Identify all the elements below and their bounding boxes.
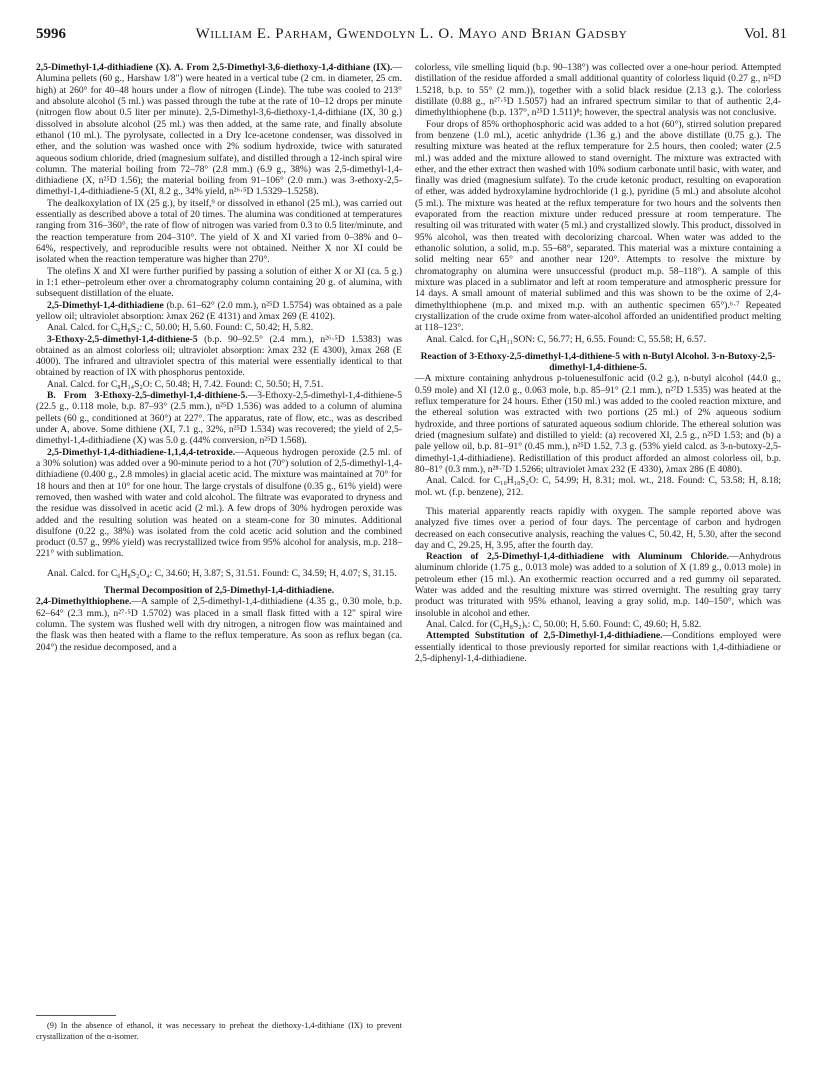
run-in-heading: 2,4-Dimethylthiophene. (36, 596, 132, 608)
run-in-heading: B. From 3-Ethoxy-2,5-dimethyl-1,4-dithiene-5. (47, 390, 248, 402)
right-column (415, 62, 781, 664)
paragraph-text: Four drops of 85% orthophosphoric acid was added to a hot (60°), stirred solution prepared from benzene (1.0 ml.), acetic anhydride (1.36 g.) and the above distillate (0.75 g.). The resulting mixture was heated at the reflux temperature for 2.5 hours, then cooled; water (2.5 ml.) was added and the mixture allowed to stand overnight. The mixture was extracted with ether, and the ether extract then washed with 10% sodium carbonate until basic, with water, and finally was dried (magnesium sulfate). To the crude ketonic product, resulting on evaporation of ether, was added hydroxylamine hydrochloride (1 g.), pyridine (5 ml.) and absolute alcohol (5 ml.). The mixture was heated at the reflux temperature for two hours and the solvents then evaporated from the reaction mixture under reduced pressure at room temperature. The resulting oil was triturated with water (5 ml.) and crystallized slowly. This product, dissolved in 95% alcohol, was then treated with decolorizing charcoal. When water was added to the ethanolic solution, a solid, m.p. 55–68°, separated. This material was a mixture containing a solid melting near 65° and another near 120°. Attempts to resolve the mixture by chromatography on alumina were unsuccessful (product m.p. 58–118°). A sample of this mixture was placed in a sublimator and left at room temperature and atmospheric pressure for 14 days. A small amount of material sublimed and this was shown to be the oxime of 2,4-dimethylthiophene (m.p. and mixed m.p. with an authentic specimen 65°).⁶·⁷ Repeated crystallization of the crude oxime from water-alcohol afforded an unidentified product melting at 118–123°. (415, 118, 781, 334)
run-in-heading: 2,5-Dimethyl-1,4-dithiadiene (X). A. From 2,5-Dimethyl-3,6-diethoxy-1,4-dithiane (IX). (36, 62, 393, 73)
footnote-rule (36, 1015, 116, 1016)
paragraph-text: This material apparently reacts rapidly with oxygen. The sample reported above was analyzed five times over a period of four days. The percentage of carbon and hydrogen decreased on each consecutive analysis, reaching the values C, 50.42, H, 5.30, after the second day and C, 29.25, H, 3.95, after the fourth day. (415, 505, 781, 551)
page-number: 5996 (36, 26, 66, 42)
running-title: William E. Parham, Gwendolyn L. O. Mayo and Brian Gadsby (195, 26, 628, 42)
section-heading: Reaction of 3-Ethoxy-2,5-dimethyl-1,4-dithiene-5 with n-Butyl Alcohol. 3-n-Butoxy-2,5-dimethyl-1,4-dithiene-5. (420, 350, 776, 374)
paragraph (415, 506, 781, 551)
paragraph-text: Anal. Calcd. for C₈H₁₄S₂O: C, 50.48; H, 7.42. Found: C, 50.50; H, 7.51. (47, 378, 324, 390)
paragraph-text: —Anhydrous aluminum chloride (1.75 g., 0.013 mole) was added to a solution of X (1.89 g., 0.013 mole) in petroleum ether (15 ml.). An exothermic reaction occurred and a red gummy oil separated. Water was added and the resulting mixture was stirred overnight. The resulting gray tarry product was triturated with 95% ethanol, leaving a gray solid, m.p. 140–150°, which was insoluble in alcohol and ether. (415, 551, 781, 619)
paragraph-text: —3-Ethoxy-2,5-dimethyl-1,4-dithiene-5 (22.5 g., 0.118 mole, b.p. 87–93° (2.5 mm.), n²⁵D 1.536) was added to a column of alumina pellets (60 g., conditioned at 360°) at 227°. The apparatus, rate of flow, etc., was as described under A, above. Some dithiene (XI, 7.1 g., 32%, n²⁵D 1.534) was recovered; the yield of 2,5-dimethyl-1,4-dithiadiene (X) was 5.0 g. (44% conversion, n²⁵D 1.568). (36, 390, 402, 447)
paragraph-text: Anal. Calcd. for (C₆H₈S₂)ₓ: C, 50.00; H, 5.60. Found: C, 49.60; H, 5.82. (426, 619, 702, 630)
paragraph-text: —A mixture containing anhydrous p-toluenesulfonic acid (0.2 g.), n-butyl alcohol (44.0 g., 0.59 mole) and XI (12.0 g., 0.063 mole, b.p. 85–91° (2.1 mm.), n²⁷D 1.535) was heated at the reflux temperature for 24 hours. Ether (150 ml.) was added to the cooled reaction mixture, and the ethereal solution was extracted with two portions (25 ml.) of 2% aqueous sodium hydroxide, and three portions of saturated aqueous sodium chloride. The ethereal solution was dried (magnesium sulfate) and distilled to yield: (a) recovered XI, 2.5 g., n²⁵D 1.53; and (b) a pale yellow oil, b.p. 81–91° (0.45 mm.), n²⁵D 1.52, 7.3 g. (53% yield calcd. as 3-n-butoxy-2,5-dimethyl-1,4-dithiadiene). Redistillation of this product afforded an almost colorless oil, b.p. 80–81° (0.3 mm.), n²⁸·⁷D 1.5266; ultraviolet λmax 232 (E 4330), λmax 286 (E 4080). (415, 373, 781, 475)
paragraph (415, 334, 781, 345)
paragraph (415, 475, 781, 498)
paragraph (36, 379, 402, 390)
paragraph-text: (b.p. 90–92.5° (2.4 mm.), n²⁶·⁵D 1.5383) was obtained as an almost colorless oil; ultraviolet absorption: λmax 232 (E 4300), λmax 268 (E 4000). The infrared and ultraviolet spectra of this material were essentially identical to that obtained by reaction of IX with phosphorus pentoxide. (36, 333, 402, 379)
paragraph-text: —A sample of 2,5-dimethyl-1,4-dithiadiene (4.35 g., 0.30 mole, b.p. 62–64° (2.3 mm.), n²⁷·⁵D 1.5702) was placed in a small flask fitted with a 12" spiral wire column. The system was flushed well with dry nitrogen, a nitrogen flow was maintained and the flask was then heated with a flame to the reflux temperature. As soon as reflux began (ca. 204°) the residue decomposed, and a (36, 596, 402, 653)
paragraph-text: Anal. Calcd. for C₁₀H₁₈S₂O: C, 54.99; H, 8.31; mol. wt., 218. Found: C, 53.58; H, 8.18; mol. wt. (f.p. benzene), 212. (415, 475, 781, 498)
paragraph-text: Anal. Calcd. for C₆H₈S₂O₄: C, 34.60; H, 3.87; S, 31.51. Found: C, 34.59; H, 4.07; S, 31.15. (47, 567, 397, 579)
section-heading: Thermal Decomposition of 2,5-Dimethyl-1,4-dithiadiene. (103, 585, 335, 597)
paragraph-text: The dealkoxylation of IX (25 g.), by itself,⁹ or dissolved in ethanol (25 ml.), was carried out essentially as described above a total of 20 times. The alumina was conditioned at temperatures ranging from 316–360°, the rate of flow of nitrogen was varied from 0.3 to 0.5 liter/minute, and the reaction temperature from 204–310°. The yield of X and XI varied from 0–38% and 0–64%, respectively, and reproducible results were not obtained. Neither X nor XI could be isolated when the reaction temperature was higher than 270°. (36, 197, 402, 266)
paragraph-text: —Alumina pellets (60 g., Harshaw 1/8") were heated in a vertical tube (2 cm. in diameter, 25 cm. high) at 260° for 40–48 hours under a flow of nitrogen (Linde). The tube was cooled to 213° and absolute alcohol (5 ml.) was passed through the tube at the rate of 10–12 drops per minute (nitrogen flow about 0.5 liter per minute). 2,5-Dimethyl-3,6-diethoxy-1,4-dithiane (IX, 30 g.) dissolved in absolute alcohol (25 ml.) was then added, at the same rate, and finally absolute ethanol (10 ml.). The pyrolysate, collected in a Dry Ice-acetone condenser, was dissolved in ether, and the solution was washed once with 2% sodium hydroxide, twice with saturated aqueous sodium chloride, dried (magnesium sulfate), and distilled through a 12-inch spiral wire column. The material boiling from 72–78° (2.8 mm.) (6.9 g., 38%) was 2,5-dimethyl-1,4-dithiadiene (X, n²⁵D 1.56); the material boiling from 91–106° (2.0 mm.) was 3-ethoxy-2,5-dimethyl-1,4-dithiadiene-5 (XI, 8.2 g., 34% yield, n²⁶·⁵D 1.5329–1.5258). (36, 62, 402, 198)
paragraph (415, 119, 781, 334)
paragraph-text: Anal. Calcd. for C₆H₈S₂: C, 50.00; H, 5.60. Found: C, 50.42; H, 5.82. (47, 322, 314, 334)
paragraph (36, 62, 402, 198)
paragraph-text: The olefins X and XI were further purified by passing a solution of either X or XI (ca. 5 g.) in 1:1 ether–petroleum ether over a chromatography column containing 20 g. of alumina, with subsequent distillation of the eluate. (36, 265, 402, 300)
paragraph (415, 551, 781, 619)
paragraph (36, 266, 402, 300)
running-header (36, 26, 787, 46)
paragraph-text: colorless, vile smelling liquid (b.p. 90–138°) was collected over a one-hour period. Attempted distillation of the residue afforded a small additional quantity of colorless liquid (0.27 g., n²⁵D 1.5218, b.p. to 55° (2 mm.)), together with a solid black residue (2.13 g.). The colorless distillate (0.88 g., n²⁷·⁵D 1.5057) had an infrared spectrum similar to that of authentic 2,4-dimethylthiophene (b.p. 137°, n²⁵D 1.511)⁸; however, the spectral analysis was not conclusive. (415, 62, 781, 119)
paragraph (415, 630, 781, 664)
paragraph-text: (b.p. 61–62° (2.0 mm.), n²⁵D 1.5754) was obtained as a pale yellow oil; ultraviolet absorption: λmax 262 (E 4131) and λmax 269 (E 4102). (36, 299, 402, 322)
run-in-heading: Attempted Substitution of 2,5-Dimethyl-1,4-dithiadiene. (426, 630, 663, 642)
run-in-heading: 2,5-Dimethyl-1,4-dithiadiene-1,1,4,4-tetroxide. (47, 446, 236, 458)
paragraph-text: —Aqueous hydrogen peroxide (2.5 ml. of a 30% solution) was added over a 90-minute period to a hot (70°) solution of 2,5-dimethyl-1,4-dithiadiene (0.400 g., 2.8 mmoles) in glacial acetic acid. The mixture was maintained at 70° for 18 hours and then at 10° for one hour. The large crystals of disulfone (0.35 g., 61% yield) were removed, then washed with water and cold alcohol. The filtrate was evaporated to dryness and the residue was dissolved in acetic acid (2 ml.). A few drops of 30% hydrogen peroxide was added and the resulting solution was heated on a steam-cone for 30 minutes. Additional disulfone (0.22 g., 38%) was isolated from the cold acetic acid solution and the combined product (0.57 g., 99% yield) was recrystallized twice from 95% alcohol for analysis, m.p. 218–221° with sublimation. (36, 446, 402, 560)
paragraph (36, 447, 402, 560)
paragraph (36, 300, 402, 323)
paragraph (36, 334, 402, 379)
volume-label: Vol. 81 (743, 26, 787, 42)
paragraph-text: —Conditions employed were essentially identical to those previously reported for similar reactions with 1,4-dithiadiene or 2,5-diphenyl-1,4-dithiadiene. (415, 630, 781, 664)
paragraph (36, 322, 402, 333)
paragraph (415, 62, 781, 119)
run-in-heading: 3-Ethoxy-2,5-dimethyl-1,4-dithiene-5 (47, 333, 198, 345)
left-column (36, 62, 402, 653)
run-in-heading: 2,5-Dimethyl-1,4-dithiadiene (47, 299, 164, 311)
footnote: (9) In the absence of ethanol, it was necessary to preheat the diethoxy-1,4-dithiane (IX) to prevent crystallization of the α-isomer. (36, 1021, 402, 1041)
paragraph (36, 198, 402, 266)
run-in-heading: Reaction of 2,5-Dimethyl-1,4-dithiadiene with Aluminum Chloride. (426, 551, 730, 563)
paragraph (415, 619, 781, 630)
paragraph (36, 390, 402, 447)
paragraph-text: Anal. Calcd. for C₈H₁₁SON: C, 56.77; H, 6.55. Found: C, 55.58; H, 6.57. (426, 333, 706, 345)
paragraph (36, 596, 402, 653)
paragraph (36, 568, 402, 579)
paragraph (415, 373, 781, 475)
